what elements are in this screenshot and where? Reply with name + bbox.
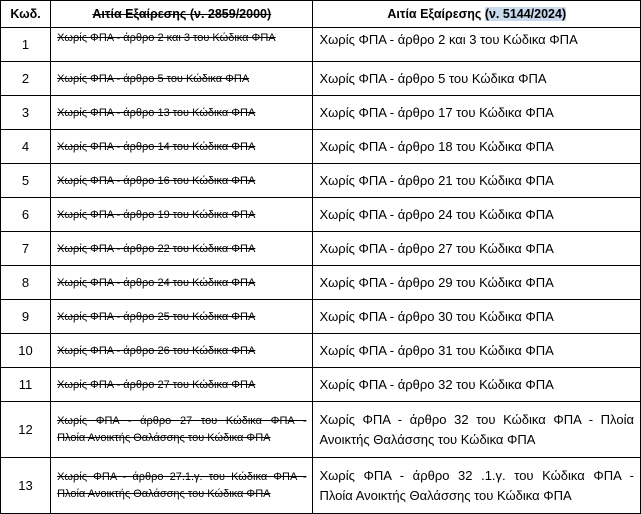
header-code: Κωδ. bbox=[1, 1, 51, 28]
old-reason-cell: Χωρίς ΦΠΑ - άρθρο 14 του Κώδικα ΦΠΑ bbox=[51, 130, 313, 164]
table-row bbox=[1, 130, 641, 164]
new-reason-cell: Χωρίς ΦΠΑ - άρθρο 32 του Κώδικα ΦΠΑ bbox=[313, 368, 641, 402]
new-reason-cell: Χωρίς ΦΠΑ - άρθρο 30 του Κώδικα ΦΠΑ bbox=[313, 300, 641, 334]
new-reason-cell: Χωρίς ΦΠΑ - άρθρο 27 του Κώδικα ΦΠΑ bbox=[313, 232, 641, 266]
table-row bbox=[1, 28, 641, 62]
new-reason-cell bbox=[313, 402, 641, 458]
new-reason-cell: Χωρίς ΦΠΑ - άρθρο 31 του Κώδικα ΦΠΑ bbox=[313, 334, 641, 368]
code-cell: 12 bbox=[1, 402, 51, 458]
new-reason-cell: Χωρίς ΦΠΑ - άρθρο 18 του Κώδικα ΦΠΑ bbox=[313, 130, 641, 164]
new-reason-cell: Χωρίς ΦΠΑ - άρθρο 29 του Κώδικα ΦΠΑ bbox=[313, 266, 641, 300]
code-cell: 8 bbox=[1, 266, 51, 300]
old-reason-cell: Χωρίς ΦΠΑ - άρθρο 25 του Κώδικα ΦΠΑ bbox=[51, 300, 313, 334]
old-reason-cell: Χωρίς ΦΠΑ - άρθρο 19 του Κώδικα ΦΠΑ bbox=[51, 198, 313, 232]
old-reason-line-2: Πλοία Ανοικτής Θαλάσσης του Κώδικα ΦΠΑ bbox=[57, 431, 271, 444]
header-new-prefix: Αιτία Εξαίρεσης bbox=[387, 7, 485, 21]
header-row bbox=[1, 1, 641, 28]
new-reason-cell: Χωρίς ΦΠΑ - άρθρο 17 του Κώδικα ΦΠΑ bbox=[313, 96, 641, 130]
new-reason-cell: Χωρίς ΦΠΑ - άρθρο 2 και 3 του Κώδικα ΦΠΑ bbox=[313, 28, 641, 62]
code-cell: 9 bbox=[1, 300, 51, 334]
old-reason-line-1: Χωρίς ΦΠΑ - άρθρο 27 του Κώδικα ΦΠΑ - bbox=[57, 414, 307, 427]
header-new-reason bbox=[313, 1, 641, 28]
table-row bbox=[1, 96, 641, 130]
old-reason-cell: Χωρίς ΦΠΑ - άρθρο 5 του Κώδικα ΦΠΑ bbox=[51, 62, 313, 96]
header-old-law: (ν. 2859/2000) bbox=[189, 7, 272, 21]
code-cell: 2 bbox=[1, 62, 51, 96]
table-row bbox=[1, 368, 641, 402]
code-cell: 4 bbox=[1, 130, 51, 164]
old-reason-cell: Χωρίς ΦΠΑ - άρθρο 24 του Κώδικα ΦΠΑ bbox=[51, 266, 313, 300]
code-cell: 3 bbox=[1, 96, 51, 130]
old-reason-cell bbox=[51, 458, 313, 514]
table-row bbox=[1, 232, 641, 266]
table-row bbox=[1, 334, 641, 368]
code-cell: 1 bbox=[1, 28, 51, 62]
header-old-reason bbox=[51, 1, 313, 28]
old-reason-cell: Χωρίς ΦΠΑ - άρθρο 27 του Κώδικα ΦΠΑ bbox=[51, 368, 313, 402]
old-reason-cell bbox=[51, 402, 313, 458]
table-row bbox=[1, 300, 641, 334]
table-row bbox=[1, 198, 641, 232]
new-reason-line-1: Χωρίς ΦΠΑ - άρθρο 32 του Κώδικα ΦΠΑ - Πλοία bbox=[319, 411, 634, 427]
old-reason-cell: Χωρίς ΦΠΑ - άρθρο 16 του Κώδικα ΦΠΑ bbox=[51, 164, 313, 198]
old-reason-cell: Χωρίς ΦΠΑ - άρθρο 2 και 3 του Κώδικα ΦΠΑ bbox=[51, 28, 313, 62]
code-cell: 7 bbox=[1, 232, 51, 266]
new-reason-line-2: Ανοικτής Θαλάσσης του Κώδικα ΦΠΑ bbox=[319, 431, 536, 447]
new-reason-line-1: Χωρίς ΦΠΑ - άρθρο 32 .1.γ. του Κώδικα ΦΠΑ - bbox=[319, 467, 634, 483]
header-new-law: (ν. 5144/2024) bbox=[484, 7, 567, 21]
code-cell: 11 bbox=[1, 368, 51, 402]
old-reason-line-2: Πλοία Ανοικτής Θαλάσσης του Κώδικα ΦΠΑ bbox=[57, 487, 271, 500]
table-row bbox=[1, 266, 641, 300]
new-reason-cell: Χωρίς ΦΠΑ - άρθρο 24 του Κώδικα ΦΠΑ bbox=[313, 198, 641, 232]
table-row bbox=[1, 62, 641, 96]
header-old-prefix: Αιτία Εξαίρεσης bbox=[92, 7, 190, 21]
code-cell: 10 bbox=[1, 334, 51, 368]
code-cell: 5 bbox=[1, 164, 51, 198]
new-reason-cell: Χωρίς ΦΠΑ - άρθρο 5 του Κώδικα ΦΠΑ bbox=[313, 62, 641, 96]
old-reason-cell: Χωρίς ΦΠΑ - άρθρο 13 του Κώδικα ΦΠΑ bbox=[51, 96, 313, 130]
old-reason-cell: Χωρίς ΦΠΑ - άρθρο 26 του Κώδικα ΦΠΑ bbox=[51, 334, 313, 368]
new-reason-line-2: Πλοία Ανοικτής Θαλάσσης του Κώδικα ΦΠΑ bbox=[319, 487, 572, 503]
table-row bbox=[1, 458, 641, 514]
new-reason-cell: Χωρίς ΦΠΑ - άρθρο 21 του Κώδικα ΦΠΑ bbox=[313, 164, 641, 198]
code-cell: 6 bbox=[1, 198, 51, 232]
table-row bbox=[1, 164, 641, 198]
old-reason-cell: Χωρίς ΦΠΑ - άρθρο 22 του Κώδικα ΦΠΑ bbox=[51, 232, 313, 266]
code-cell: 13 bbox=[1, 458, 51, 514]
table-row bbox=[1, 402, 641, 458]
new-reason-cell bbox=[313, 458, 641, 514]
old-reason-line-1: Χωρίς ΦΠΑ - άρθρο 27.1.γ. του Κώδικα ΦΠΑ - bbox=[57, 470, 307, 483]
